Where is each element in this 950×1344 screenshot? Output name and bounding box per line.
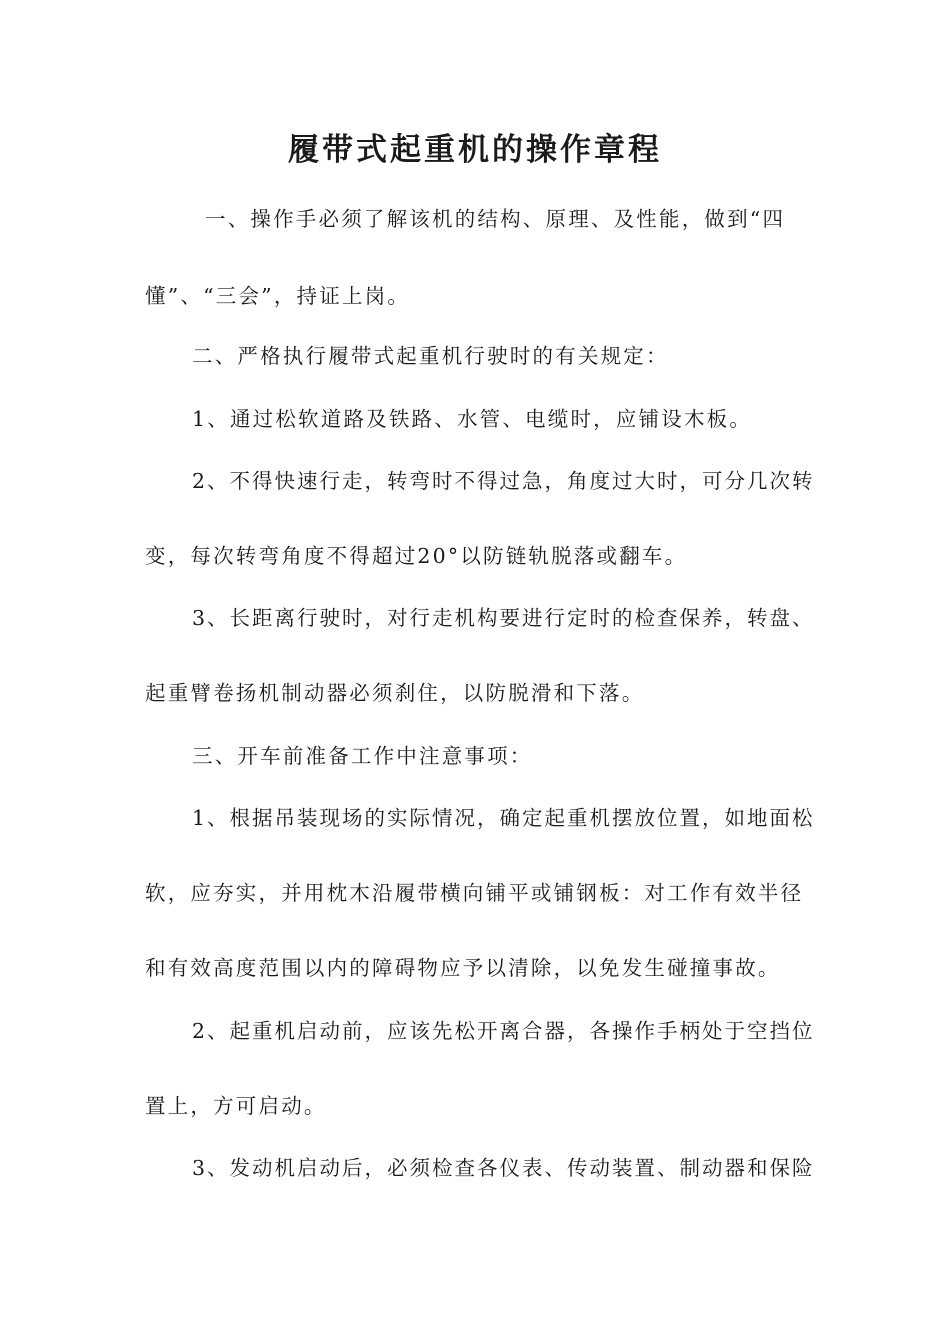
paragraph-line: 和有效高度范围以内的障碍物应予以清除，以免发生碰撞事故。 [145,956,781,980]
paragraph-line: 1、通过松软道路及铁路、水管、电缆时，应铺设木板。 [192,407,753,431]
paragraph-line: 软，应夯实，并用枕木沿履带横向铺平或铺钢板：对工作有效半径 [145,881,804,905]
paragraph-line: 一、操作手必须了解该机的结构、原理、及性能，做到“四 [205,207,786,231]
paragraph-line: 3、发动机启动后，必须检查各仪表、传动装置、制动器和保险 [192,1156,815,1180]
paragraph-line: 1、根据吊装现场的实际情况，确定起重机摆放位置，如地面松 [192,806,815,830]
document-title: 履带式起重机的操作章程 [288,132,662,168]
section-heading: 三、开车前准备工作中注意事项： [192,744,533,768]
paragraph-line: 置上，方可启动。 [145,1094,327,1118]
paragraph-line: 2、起重机启动前，应该先松开离合器，各操作手柄处于空挡位 [192,1019,815,1043]
paragraph-line: 变，每次转弯角度不得超过20°以防链轨脱落或翻车。 [145,544,688,568]
paragraph-line: 2、不得快速行走，转弯时不得过急，角度过大时，可分几次转 [192,469,815,493]
paragraph-line: 起重臂卷扬机制动器必须刹住，以防脱滑和下落。 [145,681,645,705]
paragraph-line: 懂”、“三会”，持证上岗。 [145,284,411,308]
paragraph-line: 3、长距离行驶时，对行走机构要进行定时的检查保养，转盘、 [192,606,815,630]
section-heading: 二、严格执行履带式起重机行驶时的有关规定： [192,344,669,368]
